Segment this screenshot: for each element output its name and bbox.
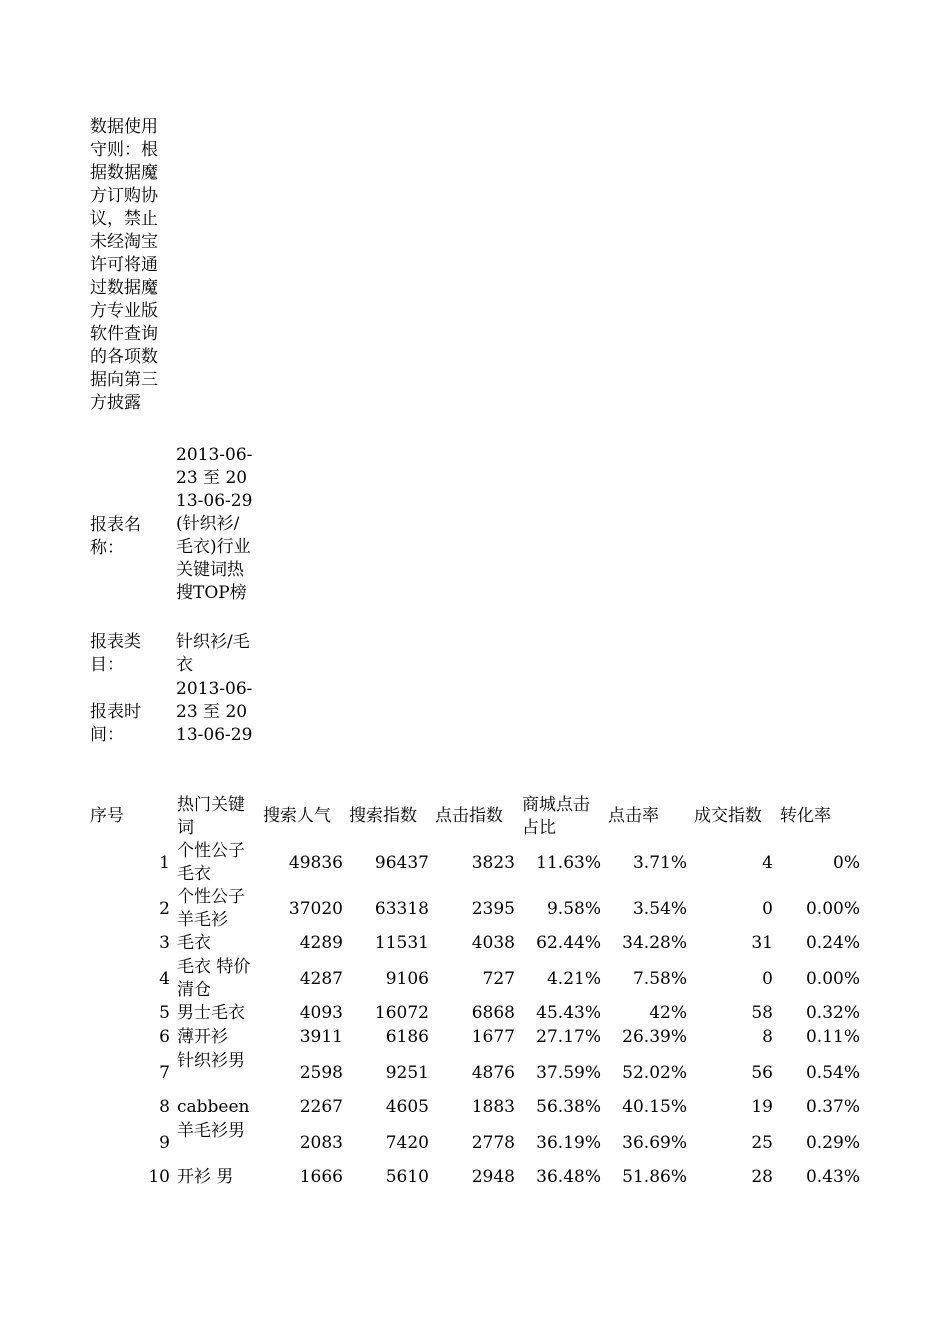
row-keyword: 个性公子毛衣	[177, 841, 245, 884]
row-conv: 0%	[833, 852, 860, 873]
row-deal: 4	[762, 852, 773, 873]
row-pop: 2267	[299, 1097, 343, 1117]
table-row	[0, 1166, 950, 1189]
row-rank: 1	[159, 852, 170, 873]
report-name-value: 2013-06-23 至 2013-06-29 (针织衫/毛衣)行业关键词热搜TOP榜	[176, 445, 253, 603]
row-pop: 37020	[288, 898, 343, 919]
row-keyword: 毛衣 特价 清仓	[177, 957, 251, 1000]
table-row	[0, 1050, 950, 1096]
row-search: 7420	[385, 1132, 429, 1153]
row-ctr: 7.58%	[632, 968, 687, 989]
report-category-value: 针织衫/毛衣	[176, 632, 250, 675]
row-ctr: 26.39%	[622, 1027, 687, 1047]
row-rank: 4	[159, 968, 170, 989]
row-pop: 1666	[299, 1167, 343, 1187]
row-conv: 0.54%	[805, 1062, 860, 1083]
row-rank: 9	[159, 1132, 170, 1153]
row-deal: 31	[751, 933, 773, 953]
row-keyword: 羊毛衫男	[177, 1121, 245, 1141]
row-keyword: 个性公子羊毛衫	[177, 887, 245, 930]
header-conversion: 转化率	[780, 806, 831, 826]
row-mall: 9.58%	[546, 898, 601, 919]
table-row	[0, 956, 950, 1002]
row-rank: 8	[159, 1097, 170, 1117]
table-row	[0, 1026, 950, 1049]
row-mall: 36.19%	[536, 1132, 601, 1153]
table-row	[0, 840, 950, 886]
row-click: 727	[482, 968, 515, 989]
row-mall: 45.43%	[536, 1003, 601, 1023]
row-conv: 0.32%	[805, 1003, 860, 1023]
table-row	[0, 1120, 950, 1166]
row-click: 6868	[471, 1003, 515, 1023]
row-click: 1883	[471, 1097, 515, 1117]
row-keyword: cabbeen	[177, 1097, 250, 1117]
row-ctr: 51.86%	[622, 1167, 687, 1187]
table-row	[0, 1002, 950, 1025]
row-click: 4038	[471, 933, 515, 953]
row-ctr: 52.02%	[622, 1062, 687, 1083]
row-deal: 0	[762, 968, 773, 989]
row-click: 1677	[471, 1027, 515, 1047]
row-ctr: 3.71%	[632, 852, 687, 873]
row-rank: 10	[148, 1167, 170, 1187]
header-keyword: 热门关键词	[177, 795, 245, 838]
row-search: 5610	[385, 1167, 429, 1187]
row-pop: 3911	[299, 1027, 343, 1047]
row-deal: 25	[751, 1132, 773, 1153]
row-ctr: 3.54%	[632, 898, 687, 919]
header-ctr: 点击率	[608, 806, 659, 826]
row-rank: 7	[159, 1062, 170, 1083]
header-rank: 序号	[90, 806, 124, 826]
report-name-label: 报表名称：	[90, 515, 141, 558]
row-mall: 62.44%	[536, 933, 601, 953]
table-header	[0, 794, 950, 840]
row-keyword: 毛衣	[177, 933, 211, 953]
row-click: 2778	[471, 1132, 515, 1153]
row-rank: 3	[159, 933, 170, 953]
row-pop: 49836	[288, 852, 343, 873]
row-mall: 36.48%	[536, 1167, 601, 1187]
row-keyword: 薄开衫	[177, 1027, 228, 1047]
row-conv: 0.43%	[805, 1167, 860, 1187]
row-ctr: 34.28%	[622, 933, 687, 953]
row-rank: 6	[159, 1027, 170, 1047]
row-keyword: 开衫 男	[177, 1167, 234, 1187]
row-pop: 4289	[299, 933, 343, 953]
header-click-index: 点击指数	[435, 806, 503, 826]
row-pop: 2083	[299, 1132, 343, 1153]
header-mall-click-ratio: 商城点击占比	[522, 795, 590, 838]
row-click: 3823	[471, 852, 515, 873]
usage-notice: 数据使用守则：根据数据魔方订购协议，禁止未经淘宝许可将通过数据魔方专业版软件查询的各项数据向第三方披露	[90, 117, 158, 413]
row-deal: 8	[762, 1027, 773, 1047]
row-mall: 27.17%	[536, 1027, 601, 1047]
row-click: 4876	[471, 1062, 515, 1083]
row-mall: 11.63%	[536, 852, 601, 873]
row-mall: 37.59%	[536, 1062, 601, 1083]
row-pop: 4093	[299, 1003, 343, 1023]
row-conv: 0.24%	[805, 933, 860, 953]
row-rank: 5	[159, 1003, 170, 1023]
report-time-value: 2013-06-23 至 2013-06-29	[176, 679, 253, 745]
row-search: 9251	[385, 1062, 429, 1083]
row-deal: 56	[751, 1062, 773, 1083]
row-conv: 0.37%	[805, 1097, 860, 1117]
row-conv: 0.29%	[805, 1132, 860, 1153]
table-row	[0, 932, 950, 955]
row-conv: 0.00%	[805, 968, 860, 989]
row-click: 2948	[471, 1167, 515, 1187]
row-search: 11531	[374, 933, 429, 953]
row-ctr: 36.69%	[622, 1132, 687, 1153]
row-click: 2395	[471, 898, 515, 919]
header-deal-index: 成交指数	[694, 806, 762, 826]
row-keyword: 针织衫男	[177, 1051, 245, 1071]
row-ctr: 42%	[649, 1003, 687, 1023]
header-search-index: 搜索指数	[349, 806, 417, 826]
row-deal: 58	[751, 1003, 773, 1023]
row-mall: 56.38%	[536, 1097, 601, 1117]
table-row	[0, 886, 950, 932]
row-pop: 2598	[299, 1062, 343, 1083]
row-conv: 0.00%	[805, 898, 860, 919]
row-deal: 19	[751, 1097, 773, 1117]
row-search: 9106	[385, 968, 429, 989]
row-ctr: 40.15%	[622, 1097, 687, 1117]
row-deal: 0	[762, 898, 773, 919]
row-pop: 4287	[299, 968, 343, 989]
row-search: 6186	[385, 1027, 429, 1047]
row-mall: 4.21%	[546, 968, 601, 989]
row-search: 63318	[374, 898, 429, 919]
table-row	[0, 1096, 950, 1119]
row-deal: 28	[751, 1167, 773, 1187]
row-conv: 0.11%	[805, 1027, 860, 1047]
row-keyword: 男士毛衣	[177, 1003, 245, 1023]
row-search: 4605	[385, 1097, 429, 1117]
row-rank: 2	[159, 898, 170, 919]
report-time-label: 报表时间：	[90, 702, 141, 745]
report-category-label: 报表类目：	[90, 632, 141, 675]
header-search-popularity: 搜索人气	[263, 806, 331, 826]
row-search: 96437	[374, 852, 429, 873]
row-search: 16072	[374, 1003, 429, 1023]
